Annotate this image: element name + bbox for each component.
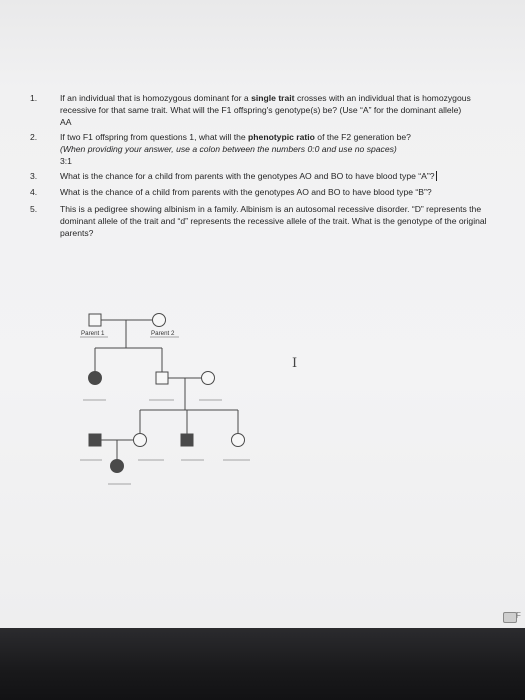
grandchild-female-unaffected [232,434,245,447]
spouse-female-unaffected [202,372,215,385]
question-text: What is the chance of a child from parents with the genotypes AO and BO to have blood type “B”? [60,187,432,198]
question-hint: (When providing your answer, use a colon between the numbers 0:0 and use no spaces) [60,143,397,154]
window-icon [503,612,517,623]
child-male-unaffected [156,372,168,384]
answer-field[interactable]: 3:1 [60,156,72,167]
answer-field[interactable]: AA [60,117,72,128]
question-text: What is the chance for a child from parents with the genotypes AO and BO to have blood type “A”? [60,171,435,182]
question-text: crosses with an individual that is homozygous recessive for that same trait. What will the F1 offspring's genotype(s) be? (Use “A” for the dominant allele) [60,93,471,116]
parent-2-label: Parent 2 [151,330,175,337]
laptop-bezel [0,628,525,700]
child-female-affected [89,372,102,385]
corner-text: F [516,611,521,620]
grandchild-male-affected [181,434,193,446]
ibeam-cursor-icon: I [292,356,298,371]
question-number: 5. [30,203,38,214]
question-text: This is a pedigree showing albinism in a family. Albinism is an autosomal recessive disorder. “D” represents the dominant allele of the trait and “d” represents the recessive allele of the trait. What is the genotype of the original parents? [60,203,487,239]
question-number: 2. [30,131,38,142]
question-number: 3. [30,171,38,182]
question-text: If two F1 offspring from questions 1, what will the [60,131,249,142]
question-number: 4. [30,187,38,198]
question-emphasis: phenotypic ratio [248,131,315,142]
question-text: If an individual that is homozygous dominant for a [60,93,252,103]
question-number: 1. [30,93,38,103]
parent-1-label: Parent 1 [81,330,105,337]
question-emphasis: single trait [251,93,295,103]
grandchild-female-unaffected [134,434,147,447]
question-text: of the F2 generation be? [314,131,411,142]
great-grandchild-female-affected [111,460,124,473]
parent-1-male-unaffected [89,314,101,326]
grandchild-male-affected [89,434,101,446]
parent-2-female-unaffected [153,314,166,327]
